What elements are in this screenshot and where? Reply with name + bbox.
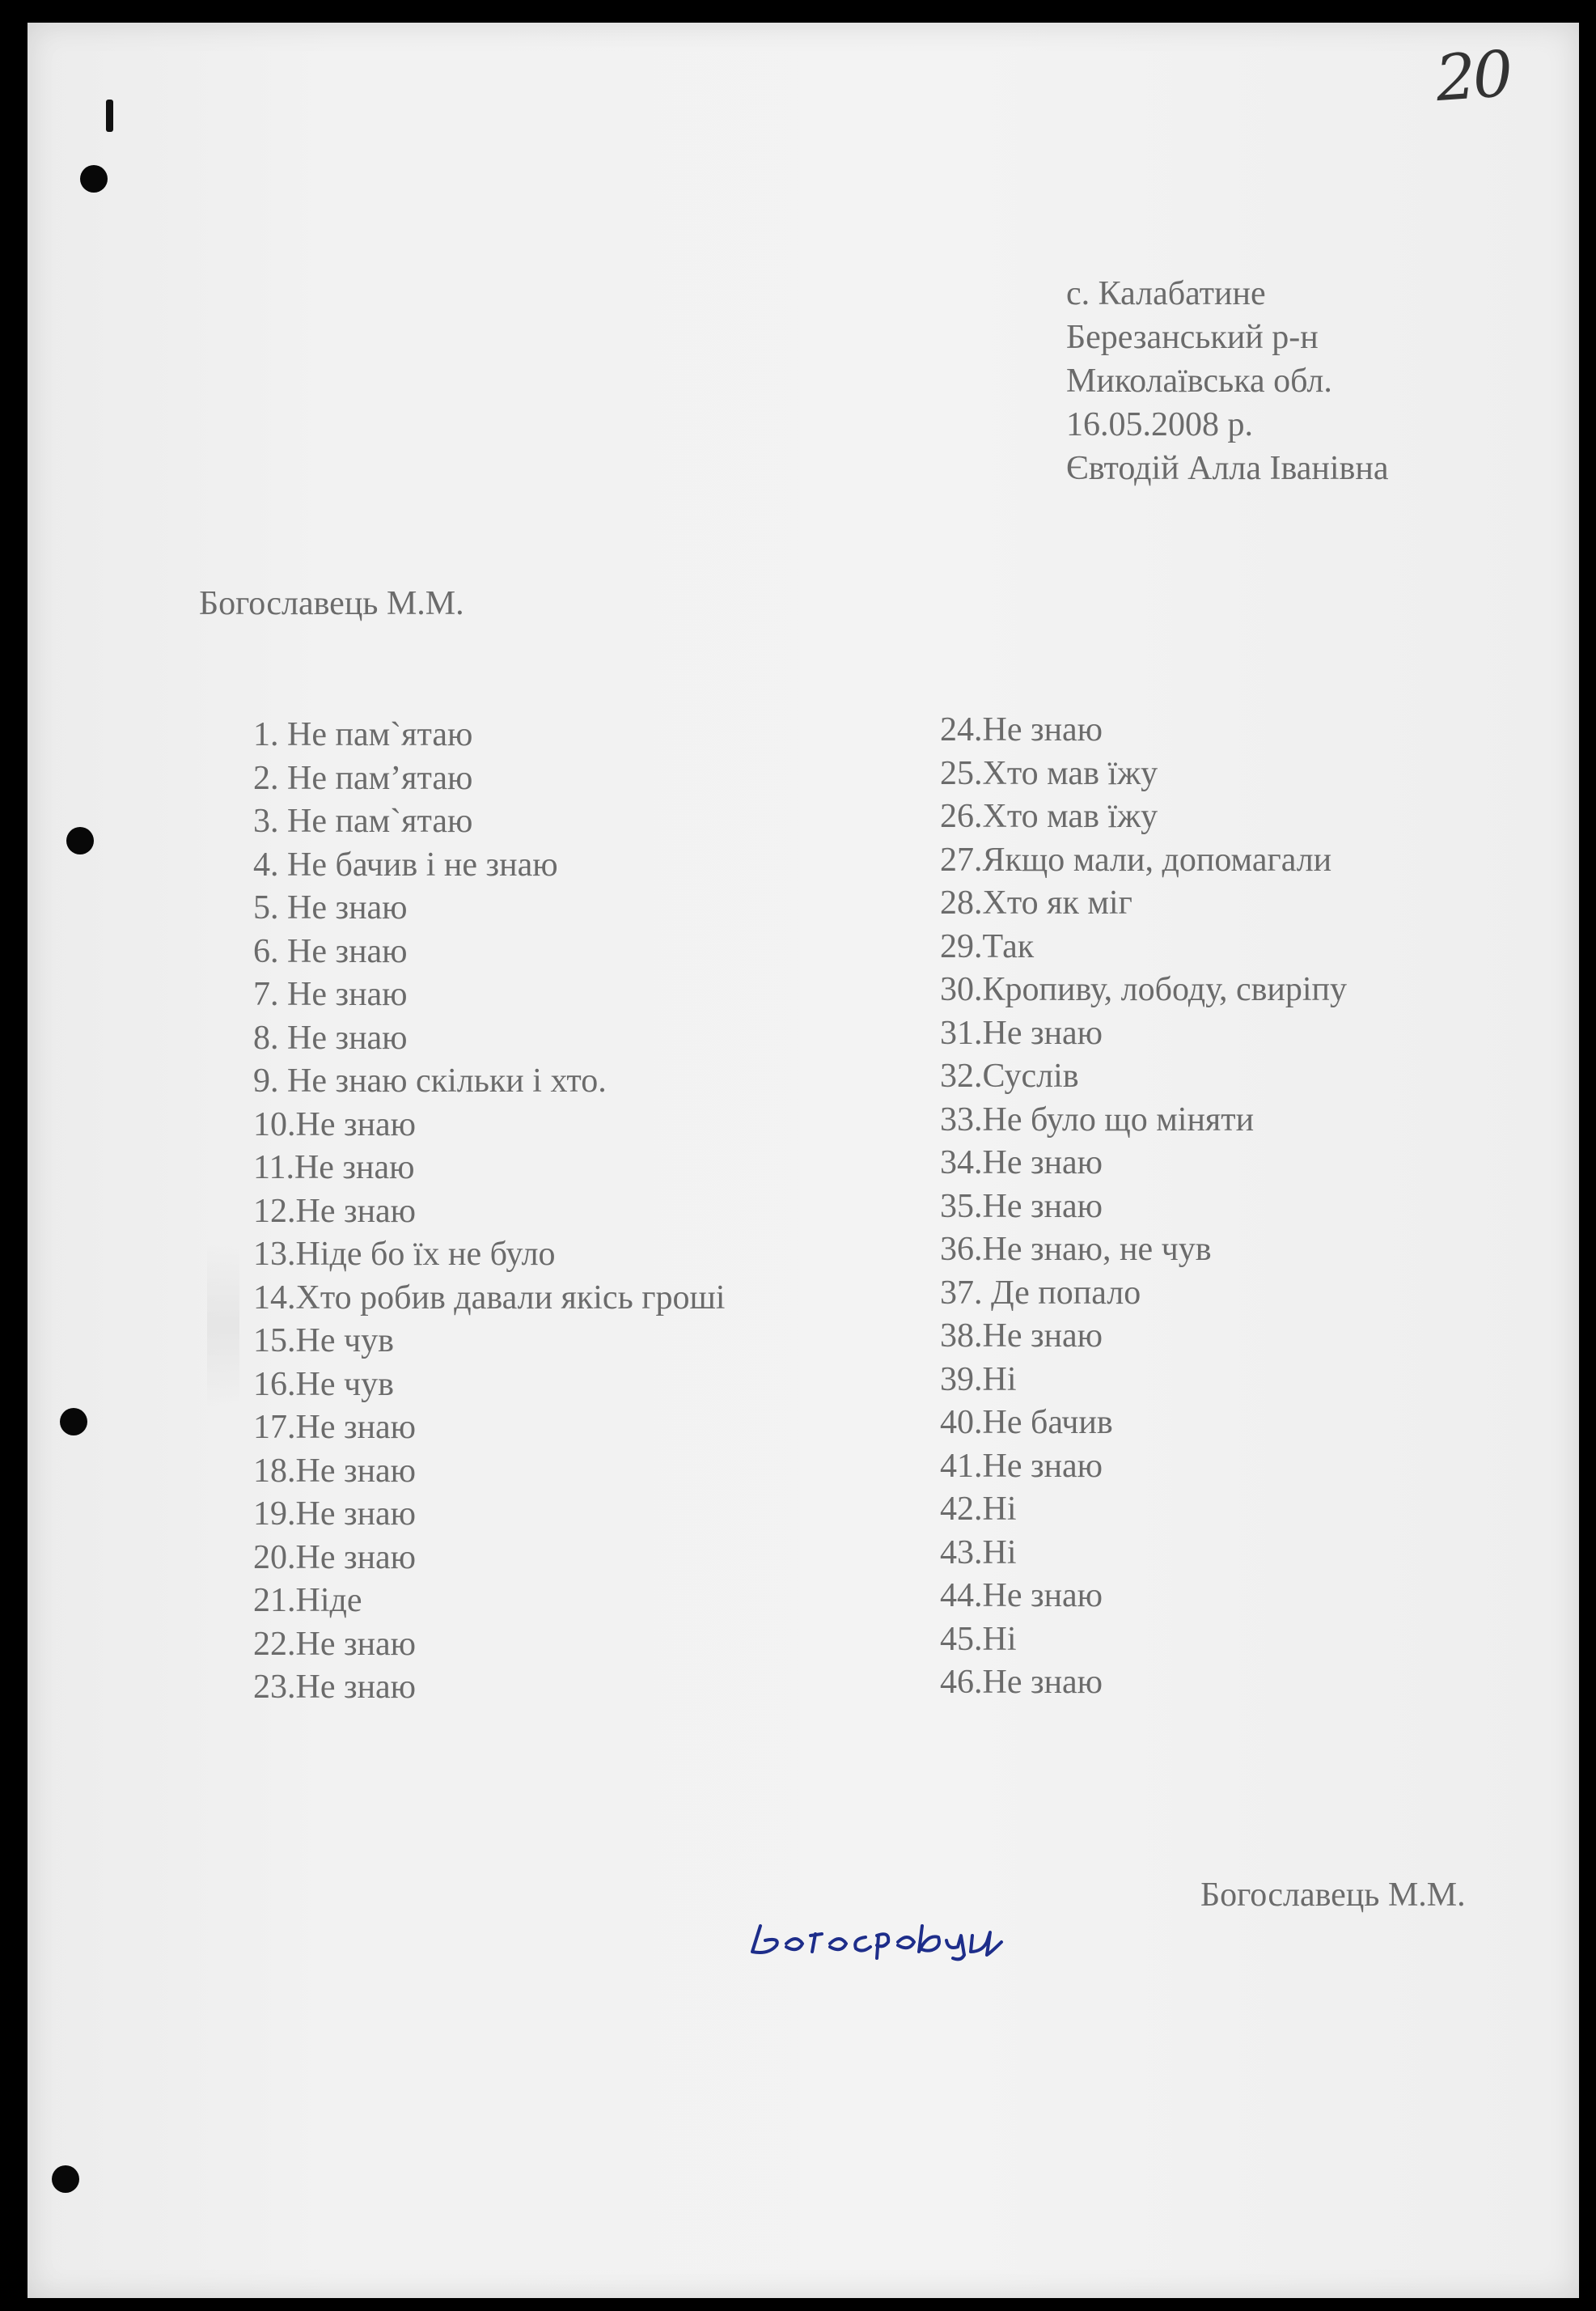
answer-item: 30.Кропиву, лободу, свиріпу	[940, 971, 1348, 1008]
region: Миколаївська обл.	[1066, 363, 1332, 400]
answer-item: 9. Не знаю скільки і хто.	[253, 1062, 607, 1100]
answer-item: 2. Не пам’ятаю	[253, 759, 473, 797]
punch-hole	[52, 2165, 79, 2193]
village: с. Калабатине	[1066, 275, 1266, 312]
answer-item: 18.Не знаю	[253, 1452, 417, 1490]
answer-item: 40.Не бачив	[940, 1404, 1113, 1441]
answer-item: 11.Не знаю	[253, 1149, 415, 1186]
punch-hole	[66, 827, 94, 854]
punch-hole	[80, 165, 108, 193]
answer-item: 19.Не знаю	[253, 1495, 417, 1533]
respondent-name-top: Богославець М.М.	[199, 585, 464, 622]
answer-item: 26.Хто мав їжу	[940, 798, 1158, 835]
answer-item: 4. Не бачив і не знаю	[253, 846, 558, 884]
handwritten-signature	[744, 1877, 1019, 1966]
answer-item: 12.Не знаю	[253, 1192, 417, 1230]
answer-item: 21.Ніде	[253, 1582, 362, 1619]
answer-item: 36.Не знаю, не чув	[940, 1231, 1212, 1268]
district: Березанський р-н	[1066, 319, 1319, 356]
answer-item: 39.Ні	[940, 1360, 1017, 1398]
answer-item: 46.Не знаю	[940, 1664, 1103, 1701]
answer-item: 34.Не знаю	[940, 1144, 1103, 1181]
answer-item: 27.Якщо мали, допомагали	[940, 841, 1332, 879]
scan-smudge	[207, 1245, 239, 1406]
answers-right-column	[940, 709, 1347, 1705]
answer-item: 23.Не знаю	[253, 1669, 417, 1706]
answer-item: 28.Хто як міг	[940, 884, 1132, 922]
answer-item: 24.Не знаю	[940, 711, 1103, 748]
answer-item: 16.Не чув	[253, 1365, 394, 1403]
respondent-name-bottom: Богославець М.М.	[1200, 1876, 1466, 1914]
answer-item: 3. Не пам`ятаю	[253, 803, 473, 840]
answer-item: 43.Ні	[940, 1533, 1017, 1571]
answer-item: 22.Не знаю	[253, 1625, 417, 1663]
answer-item: 31.Не знаю	[940, 1014, 1103, 1052]
punch-hole	[60, 1408, 87, 1435]
interviewer-name: Євтодій Алла Іванівна	[1066, 450, 1389, 487]
page-number: 20	[1433, 37, 1513, 117]
answer-item: 10.Не знаю	[253, 1105, 417, 1143]
answer-item: 45.Ні	[940, 1620, 1017, 1658]
answer-item: 42.Ні	[940, 1490, 1017, 1528]
answer-item: 37. Де попало	[940, 1274, 1141, 1312]
date: 16.05.2008 р.	[1066, 406, 1253, 443]
answer-item: 32.Суслів	[940, 1058, 1079, 1095]
answer-item: 13.Ніде бо їх не було	[253, 1236, 556, 1273]
answer-item: 7. Не знаю	[253, 976, 408, 1013]
answer-item: 29.Так	[940, 927, 1035, 965]
answer-item: 35.Не знаю	[940, 1187, 1103, 1225]
answer-item: 1. Не пам`ятаю	[253, 716, 473, 753]
answer-item: 6. Не знаю	[253, 932, 408, 970]
answer-item: 44.Не знаю	[940, 1577, 1103, 1614]
answer-item: 17.Не знаю	[253, 1409, 417, 1446]
answer-item: 20.Не знаю	[253, 1538, 417, 1576]
answer-item: 15.Не чув	[253, 1322, 394, 1359]
answer-item: 38.Не знаю	[940, 1317, 1103, 1355]
page-edge-mark	[106, 100, 113, 132]
answer-item: 33.Не було що міняти	[940, 1100, 1255, 1139]
address-block	[1066, 272, 1389, 490]
answer-item: 41.Не знаю	[940, 1447, 1103, 1485]
answer-item: 8. Не знаю	[253, 1019, 408, 1057]
answers-left-column	[253, 714, 725, 1710]
answer-item: 25.Хто мав їжу	[940, 754, 1158, 792]
answer-item: 5. Не знаю	[253, 889, 408, 927]
answer-item: 14.Хто робив давали якісь гроші	[253, 1278, 726, 1317]
